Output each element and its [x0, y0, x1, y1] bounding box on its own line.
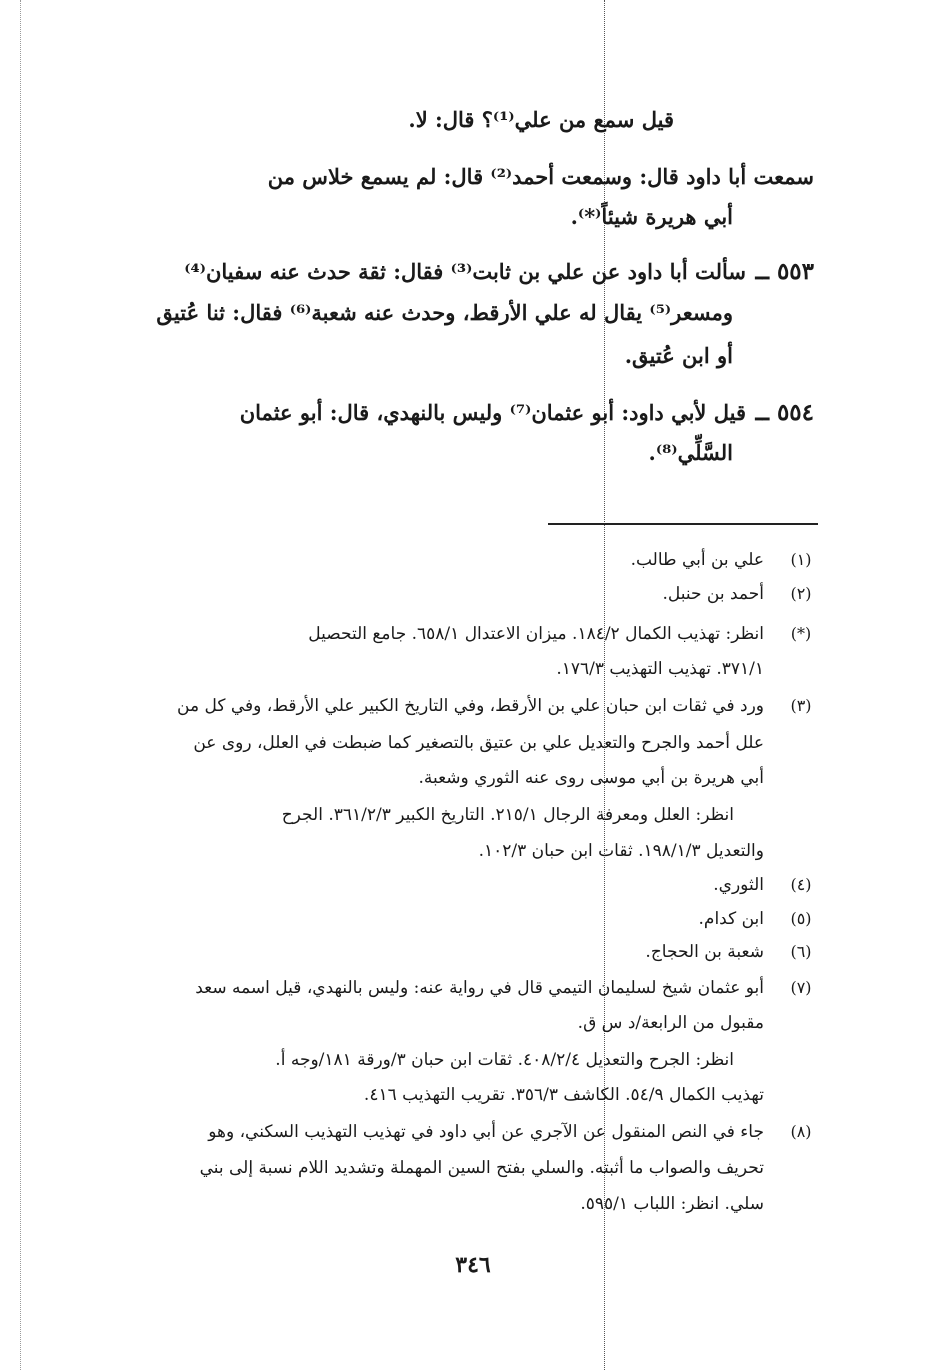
main-line-3: أبي هريرة شيئاً⁽*⁾. — [570, 204, 733, 229]
footnote-7-line-2: مقبول من الرابعة/د س ق. — [577, 1013, 764, 1033]
footnote-7-line-3: انظر: الجرح والتعديل ٤٠٨/٢/٤. ثقات ابن حبان ٣/ورقة ١٨١/وجه أ. — [275, 1050, 734, 1070]
footnote-8-line-3: سلي. انظر: اللباب ٥٩٥/١. — [580, 1194, 764, 1214]
footnote-separator — [548, 523, 818, 525]
footnote-2: أحمد بن حنبل. — [662, 584, 764, 604]
footnote-3-line-5: والتعديل ١٩٨/١/٣. ثقات ابن حبان ١٠٢/٣. — [478, 841, 764, 861]
footnote-marker-6: (٦) — [790, 942, 812, 961]
footnote-5: ابن كدام. — [698, 909, 764, 929]
footnote-3-line-2: علل أحمد والجرح والتعديل علي بن عتيق بالتصغير كما ضبطت في العلل، روى عن — [193, 733, 764, 753]
footnote-marker-1: (١) — [790, 550, 812, 569]
footnote-7-line-1: أبو عثمان شيخ لسليمان التيمي قال في رواية عنه: وليس بالنهدي، قيل اسمه سعد — [195, 978, 764, 998]
entry-553-line-1: سألت أبا داود عن علي بن ثابت⁽³⁾ فقال: ثقة حدث عنه سفيان⁽⁴⁾ — [184, 259, 746, 284]
footnote-marker-3: (٣) — [790, 696, 812, 715]
footnote-marker-2: (٢) — [790, 584, 812, 603]
footnote-8-line-2: تحريف والصواب ما أثبته. والسلي بفتح السين المهملة وتشديد اللام نسبة إلى بني — [199, 1158, 764, 1178]
page-number: ٣٤٦ — [455, 1252, 491, 1278]
footnote-marker-7: (٧) — [790, 978, 812, 997]
main-line-1: قيل سمع من علي⁽¹⁾؟ قال: لا. — [408, 107, 674, 132]
footnote-7-line-4: تهذيب الكمال ٥٤/٩. الكاشف ٣٥٦/٣. تقريب التهذيب ٤١٦. — [363, 1085, 764, 1105]
footnote-star-line-2: ٣٧١/١. تهذيب التهذيب ١٧٦/٣. — [556, 659, 764, 679]
entry-554-line-1: قيل لأبي داود: أبو عثمان⁽⁷⁾ وليس بالنهدي، قال: أبو عثمان — [239, 400, 746, 425]
entry-554-number: ٥٥٤ ــ — [755, 399, 814, 426]
entry-554-line-2: السَّلِّي⁽⁸⁾. — [648, 440, 733, 465]
footnote-marker-8: (٨) — [790, 1122, 812, 1141]
footnote-marker-star: (*) — [790, 624, 812, 643]
footnote-6: شعبة بن الحجاج. — [645, 942, 764, 962]
footnote-marker-4: (٤) — [790, 875, 812, 894]
footnote-3-line-3: أبي هريرة بن أبي موسى روى عنه الثوري وشعبة. — [418, 768, 764, 788]
footnote-1: علي بن أبي طالب. — [630, 550, 764, 570]
footnote-8-line-1: جاء في النص المنقول عن الآجري عن أبي داود في تهذيب التهذيب السكني، وهو — [208, 1122, 764, 1142]
entry-553-line-2: ومسعر⁽⁵⁾ يقال له علي الأرقط، وحدث عنه شعبة⁽⁶⁾ فقال: ثنا عُتيق — [156, 300, 733, 325]
footnote-star-line-1: انظر: تهذيب الكمال ١٨٤/٢. ميزان الاعتدال ٦٥٨/١. جامع التحصيل — [308, 624, 764, 644]
footnote-4: الثوري. — [713, 875, 764, 895]
entry-553-line-3: أو ابن عُتيق. — [624, 343, 733, 368]
main-line-2: سمعت أبا داود قال: وسمعت أحمد⁽²⁾ قال: لم يسمع خلاس من — [267, 164, 814, 189]
footnote-3-line-1: ورد في ثقات ابن حبان علي بن الأرقط، وفي التاريخ الكبير علي الأرقط، وفي كل من — [177, 696, 764, 716]
entry-553-number: ٥٥٣ ــ — [755, 258, 814, 285]
footnote-marker-5: (٥) — [790, 909, 812, 928]
scan-guide-left — [20, 0, 21, 1370]
footnote-3-line-4: انظر: العلل ومعرفة الرجال ٢١٥/١. التاريخ الكبير ٣٦١/٢/٣. الجرح — [281, 805, 734, 825]
